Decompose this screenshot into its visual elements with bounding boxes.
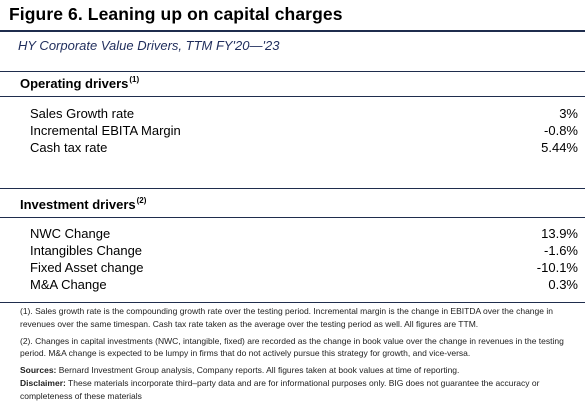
section-underline-operating <box>0 96 585 97</box>
investment-drivers-table <box>30 225 578 293</box>
row-label: NWC Change <box>30 226 111 241</box>
disclaimer-line <box>20 377 578 403</box>
section-rule-investment <box>0 188 585 189</box>
row-value: 13.9% <box>541 226 578 241</box>
investment-drivers-heading <box>20 196 146 212</box>
disclaimer-label: Disclaimer: <box>20 377 66 388</box>
row-value: 3% <box>559 106 578 121</box>
figure-title: Figure 6. Leaning up on capital charges <box>9 4 343 24</box>
row-label: Cash tax rate <box>30 140 108 155</box>
row-value: -1.6% <box>544 243 578 258</box>
table-row <box>30 225 578 242</box>
row-label: Incremental EBITA Margin <box>30 123 181 138</box>
sources-label: Sources: <box>20 365 57 376</box>
investment-note-ref: (2) <box>136 196 147 205</box>
row-label: Fixed Asset change <box>30 260 144 275</box>
table-row <box>30 242 578 259</box>
table-row <box>30 139 578 156</box>
figure-subtitle: HY Corporate Value Drivers, TTM FY'20—'23 <box>18 38 280 53</box>
footnote-1: (1). Sales growth rate is the compounding growth rate over the testing period. Incremental margin is the change in EBITDA over the change in revenues over the same timespan. Cash tax rate taken as the average over the testing period as well. All figures are TTM. <box>20 306 553 329</box>
title-rule <box>0 30 585 32</box>
section-rule-operating <box>0 71 585 72</box>
sources-text: Bernard Investment Group analysis, Company reports. All figures taken at book values at time of reporting. <box>56 365 460 376</box>
table-row <box>30 105 578 122</box>
operating-heading-text: Operating drivers <box>20 76 129 91</box>
row-value: 5.44% <box>541 140 578 155</box>
sources-line <box>20 364 578 377</box>
row-value: 0.3% <box>548 277 578 292</box>
row-value: -0.8% <box>544 123 578 138</box>
footnotes <box>20 305 578 403</box>
table-row <box>30 276 578 293</box>
row-label: M&A Change <box>30 277 107 292</box>
table-row <box>30 259 578 276</box>
disclaimer-text: These materials incorporate third–party data and are for informational purposes only. BIG does not guarantee the accuracy or completeness of these materials <box>20 377 540 401</box>
operating-note-ref: (1) <box>129 75 140 84</box>
footnotes-rule <box>0 302 585 303</box>
row-label: Intangibles Change <box>30 243 143 258</box>
investment-heading-text: Investment drivers <box>20 197 136 212</box>
section-underline-investment <box>0 217 585 218</box>
operating-drivers-table <box>30 105 578 156</box>
row-label: Sales Growth rate <box>30 106 135 121</box>
footnote-2: (2). Changes in capital investments (NWC, intangible, fixed) are recorded as the change in book value over the change in revenues in the testing period. M&A change is expected to be lumpy in firms that do not actively pursue this strategy for growth, and vice-versa. <box>20 335 564 359</box>
operating-drivers-heading <box>20 75 139 91</box>
table-row <box>30 122 578 139</box>
row-value: -10.1% <box>536 260 578 275</box>
